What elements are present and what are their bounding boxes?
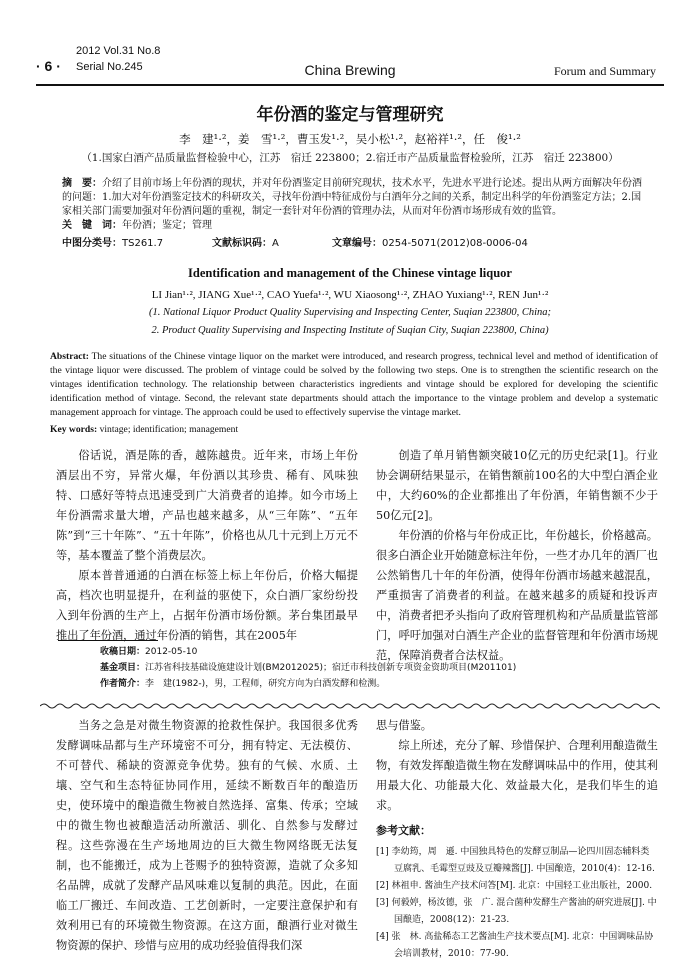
reference-item: [3] 何毅婷，杨汝德，张 广. 混合菌种发酵生产酱油的研究进展[J]. 中国酿造，2008(12)：21-23. — [376, 898, 657, 925]
abstract-zh-label: 摘 要： — [62, 178, 102, 189]
paragraph: 原本普普通通的白酒在标签上标上年份后，价格大幅提高，档次也明显提升，在利益的驱使下，众白酒厂家纷纷投入到年份酒的生产上，占据年份酒市场份额。茅台集团最早推出了年份酒，通过年份酒的销售，其在2005年 — [56, 569, 358, 642]
footnote-author: 作者简介：李 建(1982-)，男，工程师，研究方向为白酒发酵和检测。 — [100, 679, 386, 689]
journal-name: China Brewing — [304, 62, 396, 78]
abstract-zh-text: 介绍了目前市场上年份酒的现状，并对年份酒鉴定目前研究现状，技术水平，先进水平进行论述。提出从两方面解决年份酒的问题：1.加大对年份酒鉴定技术的科研攻关，寻找年份酒中特征成份与白酒年分之间的关系，制定出科学的年份酒鉴定方法；2.国家相关部门需要加强对年份酒问题的重视，制定一套针对年份酒的管理办法，从而对年份酒市场形成有效的监管。 — [62, 178, 642, 217]
paragraph: 思与借鉴。 — [376, 719, 432, 732]
doc-code-field: 文献标识码：A — [212, 238, 279, 249]
affiliation-en-2: 2. Product Quality Supervising and Inspecting Institute of Suqian City, Suqian 223800, China) — [151, 325, 549, 336]
reference-item: [2] 林祖申. 酱油生产技术问答[M]. 北京：中国轻工业出版社，2000. — [376, 881, 653, 891]
article-title-zh: 年份酒的鉴定与管理研究 — [256, 105, 444, 125]
paragraph: 俗话说，酒是陈的香，越陈越贵。近年来，市场上年份酒层出不穷，异常火爆，年份酒以其珍贵、稀有、风味独特、口感好等特点迅速受到广大消费者的追捧。如今市场上年份酒需求量大增，产品也越来越多，从“三年陈”、“五年陈”到“三十年陈”、“五十年陈”，价格也从几十元到上万元不等，基本覆盖了整个消费层次。 — [56, 449, 358, 562]
reference-item: [4] 张 林. 高盐稀态工艺酱油生产技术要点[M]. 北京：中国调味品协会培训教材，2010：77-90. — [376, 932, 654, 959]
abstract-en — [50, 350, 658, 420]
meta-row — [62, 234, 662, 248]
affiliation-en-1: (1. National Liquor Product Quality Supervising and Inspecting Center, Suqian 223800, China; — [148, 307, 552, 318]
body-right-column-1 — [376, 446, 658, 666]
abstract-en-label: Abstract: — [50, 351, 89, 362]
body-left-column-1 — [56, 446, 358, 646]
keywords-en-label: Key words: — [50, 424, 98, 435]
body-left-column-2 — [56, 716, 358, 956]
serial-label: Serial No.245 — [76, 61, 143, 73]
paragraph: 年份酒的价格与年份成正比，年份越长，价格越高。很多白酒企业开始随意标注年份，一些才办几年的酒厂也公然销售几十年的年份酒，使得年份酒市场越来越混乱，严重损害了消费者的利益。在越来越多的质疑和投诉声中，消费者把矛头指向了政府管理机构和产品质量监管部门，呼吁加强对白酒生产企业的监督管理和年份酒市场规范，保障消费者合法权益。 — [376, 529, 658, 662]
volume-label: 2012 Vol.31 No.8 — [76, 45, 161, 57]
authors-zh: 李 建¹·²，姜 雪¹·²，曹玉发¹·²，吴小松¹·²，赵裕祥¹·²，任 俊¹·² — [179, 132, 521, 146]
keywords-en — [50, 424, 238, 435]
article-title-en: Identification and management of the Chinese vintage liquor — [188, 266, 512, 280]
article-number-field: 文章编号：0254-5071(2012)08-0006-04 — [332, 238, 528, 249]
reference-item: [1] 李幼筠，周 遜. 中国独具特色的发酵豆制品—论四川固态辅料类豆腐乳、毛霉型豆豉及豆瓣辣酱[J]. 中国酿造，2010(4)：12-16. — [376, 847, 655, 874]
keywords-zh-label: 关 键 词： — [62, 220, 122, 231]
header-rule — [36, 84, 664, 86]
paragraph: 创造了单月销售额突破10亿元的历史纪录[1]。行业协会调研结果显示，在销售额前100名的大中型白酒企业中，大约60%的企业都推出了年份酒，年销售额不少于50亿元[2]。 — [376, 449, 658, 522]
keywords-zh — [62, 219, 650, 233]
keywords-zh-text: 年份酒；鉴定；管理 — [122, 220, 212, 231]
affiliation-zh: （1.国家白酒产品质量监督检验中心，江苏 宿迁 223800；2.宿迁市产品质量监督检验所，江苏 宿迁 223800） — [81, 152, 619, 164]
footnote-funding: 基金项目：江苏省科技基础设施建设计划(BM2012025)；宿迁市科技创新专项资金资助项目(M201101) — [100, 663, 517, 673]
references-list — [376, 844, 658, 963]
abstract-en-text: The situations of the Chinese vintage liquor on the market were introduced, and research progress, technical level and method of identification of the vintage liquor were discussed. The problem of vintage could be solved by the following two steps. One is to strengthen the scientific research on the vintages identification technology. The relationship between characteristics ingredients and vintage should be explored for developing the scientific identification method of vintage. Second, the relevant state departments should attach the importance to the vintage problem and develop a systematic management approach for vintage. The approach could be used to effectively supervise the vintage market. — [50, 351, 658, 418]
references-title: 参考文献： — [376, 824, 431, 837]
footnote-received: 收稿日期：2012-05-10 — [100, 647, 198, 657]
wavy-divider — [40, 700, 660, 712]
authors-en: LI Jian¹·², JIANG Xue¹·², CAO Yuefa¹·², WU Xiaosong¹·², ZHAO Yuxiang¹·², REN Jun¹·² — [151, 289, 549, 301]
abstract-zh — [62, 177, 650, 219]
paragraph: 当务之急是对微生物资源的抢救性保护。我国很多优秀发酵调味品都与生产环境密不可分，拥有特定、无法模仿、不可替代、稀缺的资源竞争优势。独有的气候、水质、土壤、空气和生态特征协同作用，延续不断数百年的酿造历史，使环境中的酿造微生物被自然选择、富集、传承；空域中的微生物也被酿造活动所激活、驯化、自然参与发酵过程。这些弥漫在生产场地周边的巨大微生物网络既无法复制，也不能搬迁，成为上苍赐予的独特资源，造就了众多知名品牌，成就了发酵产品风味难以复制的典范。因此，在面临工厂搬迁、车间改造、工艺创新时，一定要注意保护和有效利用已有的环境微生物资源。在这方面，酿酒行业对微生物资源的保护、珍惜与应用的成功经验值得我们深 — [56, 719, 358, 952]
body-right-column-2 — [376, 716, 658, 816]
clc-field: 中图分类号：TS261.7 — [62, 238, 164, 249]
section-name: Forum and Summary — [554, 64, 656, 78]
keywords-en-text: vintage; identification; management — [99, 424, 239, 435]
footnote-rule — [58, 640, 158, 641]
page-number: · 6 · — [36, 58, 61, 74]
paragraph: 综上所述，充分了解、珍惜保护、合理利用酿造微生物，有效发挥酿造微生物在发酵调味品中的作用，使其利用最大化、功能最大化、效益最大化，是我们毕生的追求。 — [376, 739, 658, 812]
